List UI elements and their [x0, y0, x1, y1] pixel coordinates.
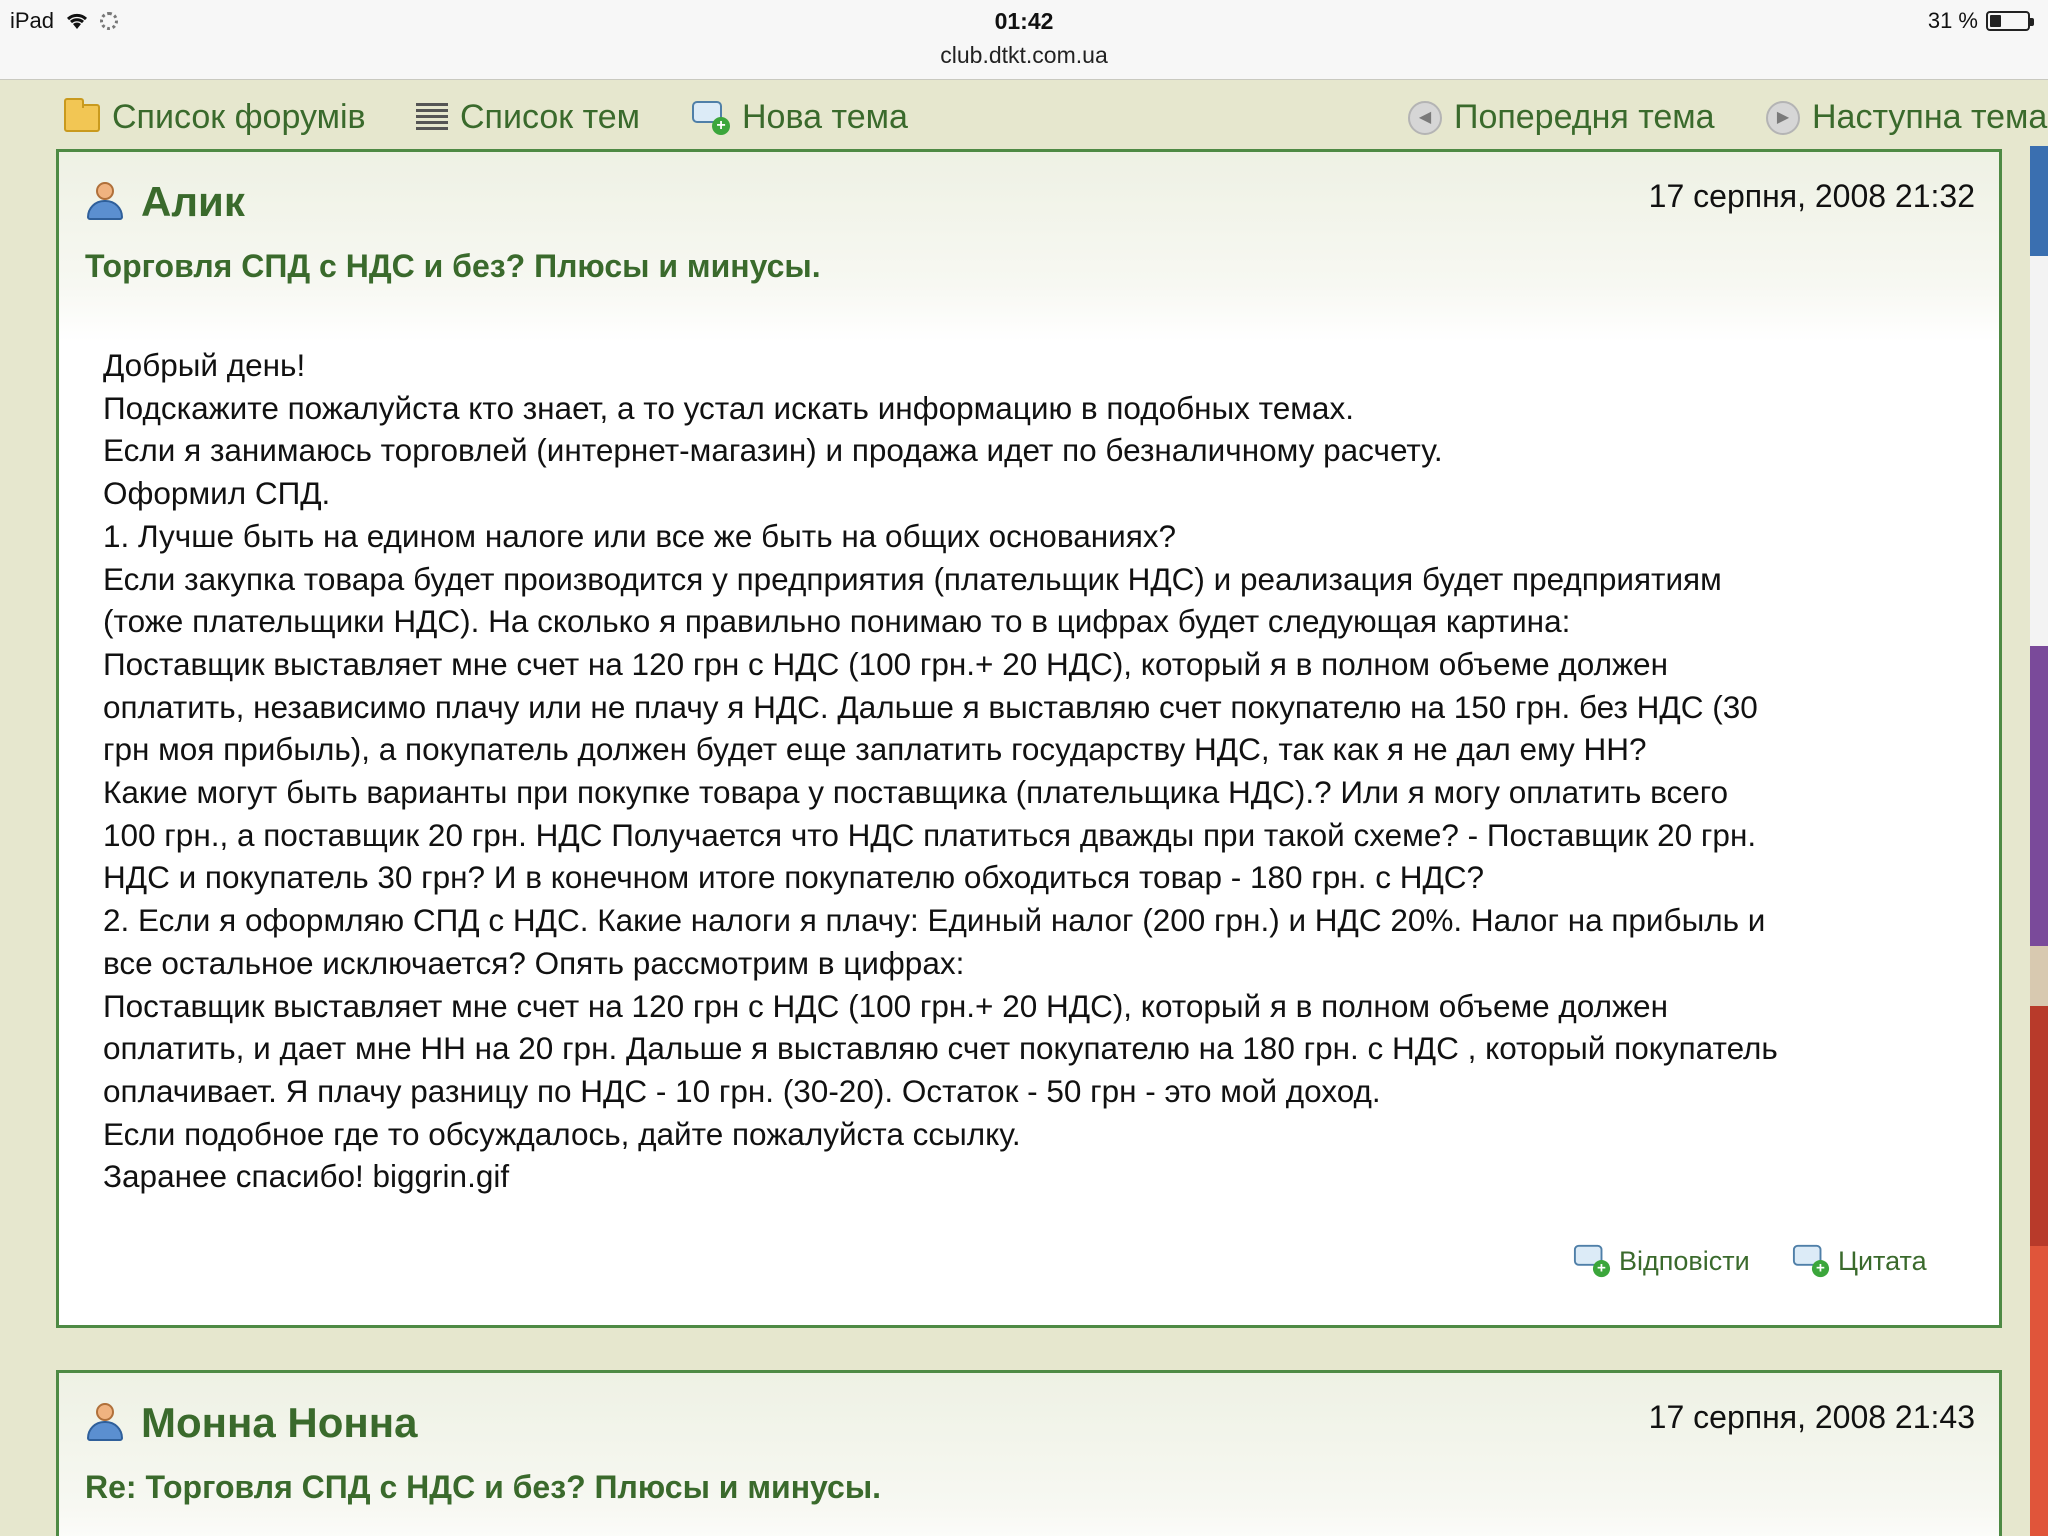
- post-author[interactable]: Монна Нонна: [141, 1399, 418, 1446]
- body-line: Поставщик выставляет мне счет на 120 грн с НДС (100 грн.+ 20 НДС), который я в полном объеме должен: [103, 645, 1668, 682]
- new-topic-icon: +: [692, 101, 730, 135]
- body-line: 100 грн., а поставщик 20 грн. НДС Получается что НДС платиться дважды при такой схеме? - Поставщик 20 грн.: [103, 816, 1757, 853]
- post-date: 17 серпня, 2008 21:43: [1648, 1399, 1975, 1435]
- quote-button[interactable]: [1792, 1244, 1927, 1278]
- forum-post: [56, 149, 2002, 1328]
- next-topic-label: Наступна тема: [1812, 98, 2048, 136]
- forum-nav-bar: [0, 92, 2048, 146]
- post-actions: [59, 1198, 1999, 1330]
- body-line: Заранее спасибо! biggrin.gif: [103, 1158, 510, 1195]
- quote-icon: +: [1793, 1245, 1829, 1277]
- post-date: 17 серпня, 2008 21:32: [1648, 178, 1975, 214]
- arrow-right-icon: ▶: [1766, 101, 1800, 135]
- body-line: 1. Лучше быть на едином налоге или все же быть на общих основаниях?: [103, 517, 1177, 554]
- body-line: НДС и покупатель 30 грн? И в конечном итоге покупателю обходиться товар - 180 грн. с НДС?: [103, 859, 1485, 896]
- body-line: 2. Если я оформляю СПД с НДС. Какие налоги я плачу: Единый налог (200 грн.) и НДС 20%. Налог на прибыль и: [103, 902, 1766, 939]
- new-topic-link[interactable]: [692, 98, 908, 137]
- battery-level: [1990, 15, 2001, 27]
- post-author[interactable]: Алик: [141, 178, 245, 225]
- status-right: [1928, 8, 2030, 34]
- body-line: Поставщик выставляет мне счет на 120 грн с НДС (100 грн.+ 20 НДС), который я в полном объеме должен: [103, 987, 1668, 1024]
- user-icon: [85, 1403, 125, 1443]
- reply-label: Відповісти: [1619, 1245, 1750, 1276]
- new-topic-label: Нова тема: [742, 98, 908, 136]
- body-line: Подскажите пожалуйста кто знает, а то устал искать информацию в подобных темах.: [103, 389, 1354, 426]
- forum-list-label: Список форумів: [112, 98, 366, 136]
- body-line: (тоже плательщики НДС). На сколько я правильно понимаю то в цифрах будет следующая картина:: [103, 603, 1571, 640]
- body-line: Оформил СПД.: [103, 475, 331, 512]
- folder-icon: [64, 104, 100, 132]
- battery-percent: 31 %: [1927, 8, 1978, 33]
- prev-topic-link[interactable]: [1408, 98, 1715, 137]
- body-line: оплатить, независимо плачу или не плачу я НДС. Дальше я выставляю счет покупателю на 150 грн. без НДС (30: [103, 688, 1758, 725]
- body-line: грн моя прибыль), а покупатель должен будет еще заплатить государству НДС, так как я не дал ему НН?: [103, 731, 1647, 768]
- body-line: оплатить, и дает мне НН на 20 грн. Дальше я выставляю счет покупателю на 180 грн. с НДС , который покупатель: [103, 1030, 1778, 1067]
- body-line: Добрый день!: [103, 347, 306, 383]
- body-line: оплачивает. Я плачу разницу по НДС - 10 грн. (30-20). Остаток - 50 грн - это мой доход.: [103, 1072, 1381, 1109]
- quote-label: Цитата: [1838, 1245, 1927, 1276]
- battery-icon: [1986, 11, 2030, 31]
- arrow-left-icon: ◀: [1408, 101, 1442, 135]
- forum-list-link[interactable]: [64, 98, 366, 137]
- topic-list-label: Список тем: [460, 98, 641, 136]
- address-bar[interactable]: club.dtkt.com.ua: [940, 42, 1108, 68]
- topic-list-link[interactable]: [416, 98, 640, 137]
- device-label: iPad: [10, 8, 55, 33]
- post-subject: Re: Торговля СПД с НДС и без? Плюсы и минусы.: [85, 1469, 882, 1505]
- post-subject: Торговля СПД с НДС и без? Плюсы и минусы.: [85, 248, 821, 284]
- body-line: Если подобное где то обсуждалось, дайте пожалуйста ссылку.: [103, 1115, 1021, 1152]
- post-header: [59, 152, 1999, 342]
- reply-button[interactable]: [1573, 1244, 1750, 1278]
- status-time: 01:42: [994, 8, 1054, 34]
- status-bar: [0, 0, 2048, 80]
- prev-topic-label: Попередня тема: [1454, 98, 1715, 136]
- body-line: Если я занимаюсь торговлей (интернет-магазин) и продажа идет по безналичному расчету.: [103, 432, 1443, 469]
- background-photo-strip: [2030, 146, 2048, 1536]
- body-line: Если закупка товара будет производится у предприятия (плательщик НДС) и реализация будет предприятиям: [103, 560, 1722, 597]
- post-header: [59, 1373, 1999, 1536]
- forum-post: [56, 1370, 2002, 1536]
- post-body: [59, 342, 1999, 1198]
- body-line: все остальное исключается? Опять рассмотрим в цифрах:: [103, 944, 965, 981]
- user-icon: [85, 182, 125, 222]
- body-line: Какие могут быть варианты при покупке товара у поставщика (плательщика НДС).? Или я могу оплатить всего: [103, 774, 1729, 811]
- list-icon: [416, 103, 448, 133]
- reply-icon: +: [1574, 1245, 1610, 1277]
- next-topic-link[interactable]: [1766, 98, 2047, 137]
